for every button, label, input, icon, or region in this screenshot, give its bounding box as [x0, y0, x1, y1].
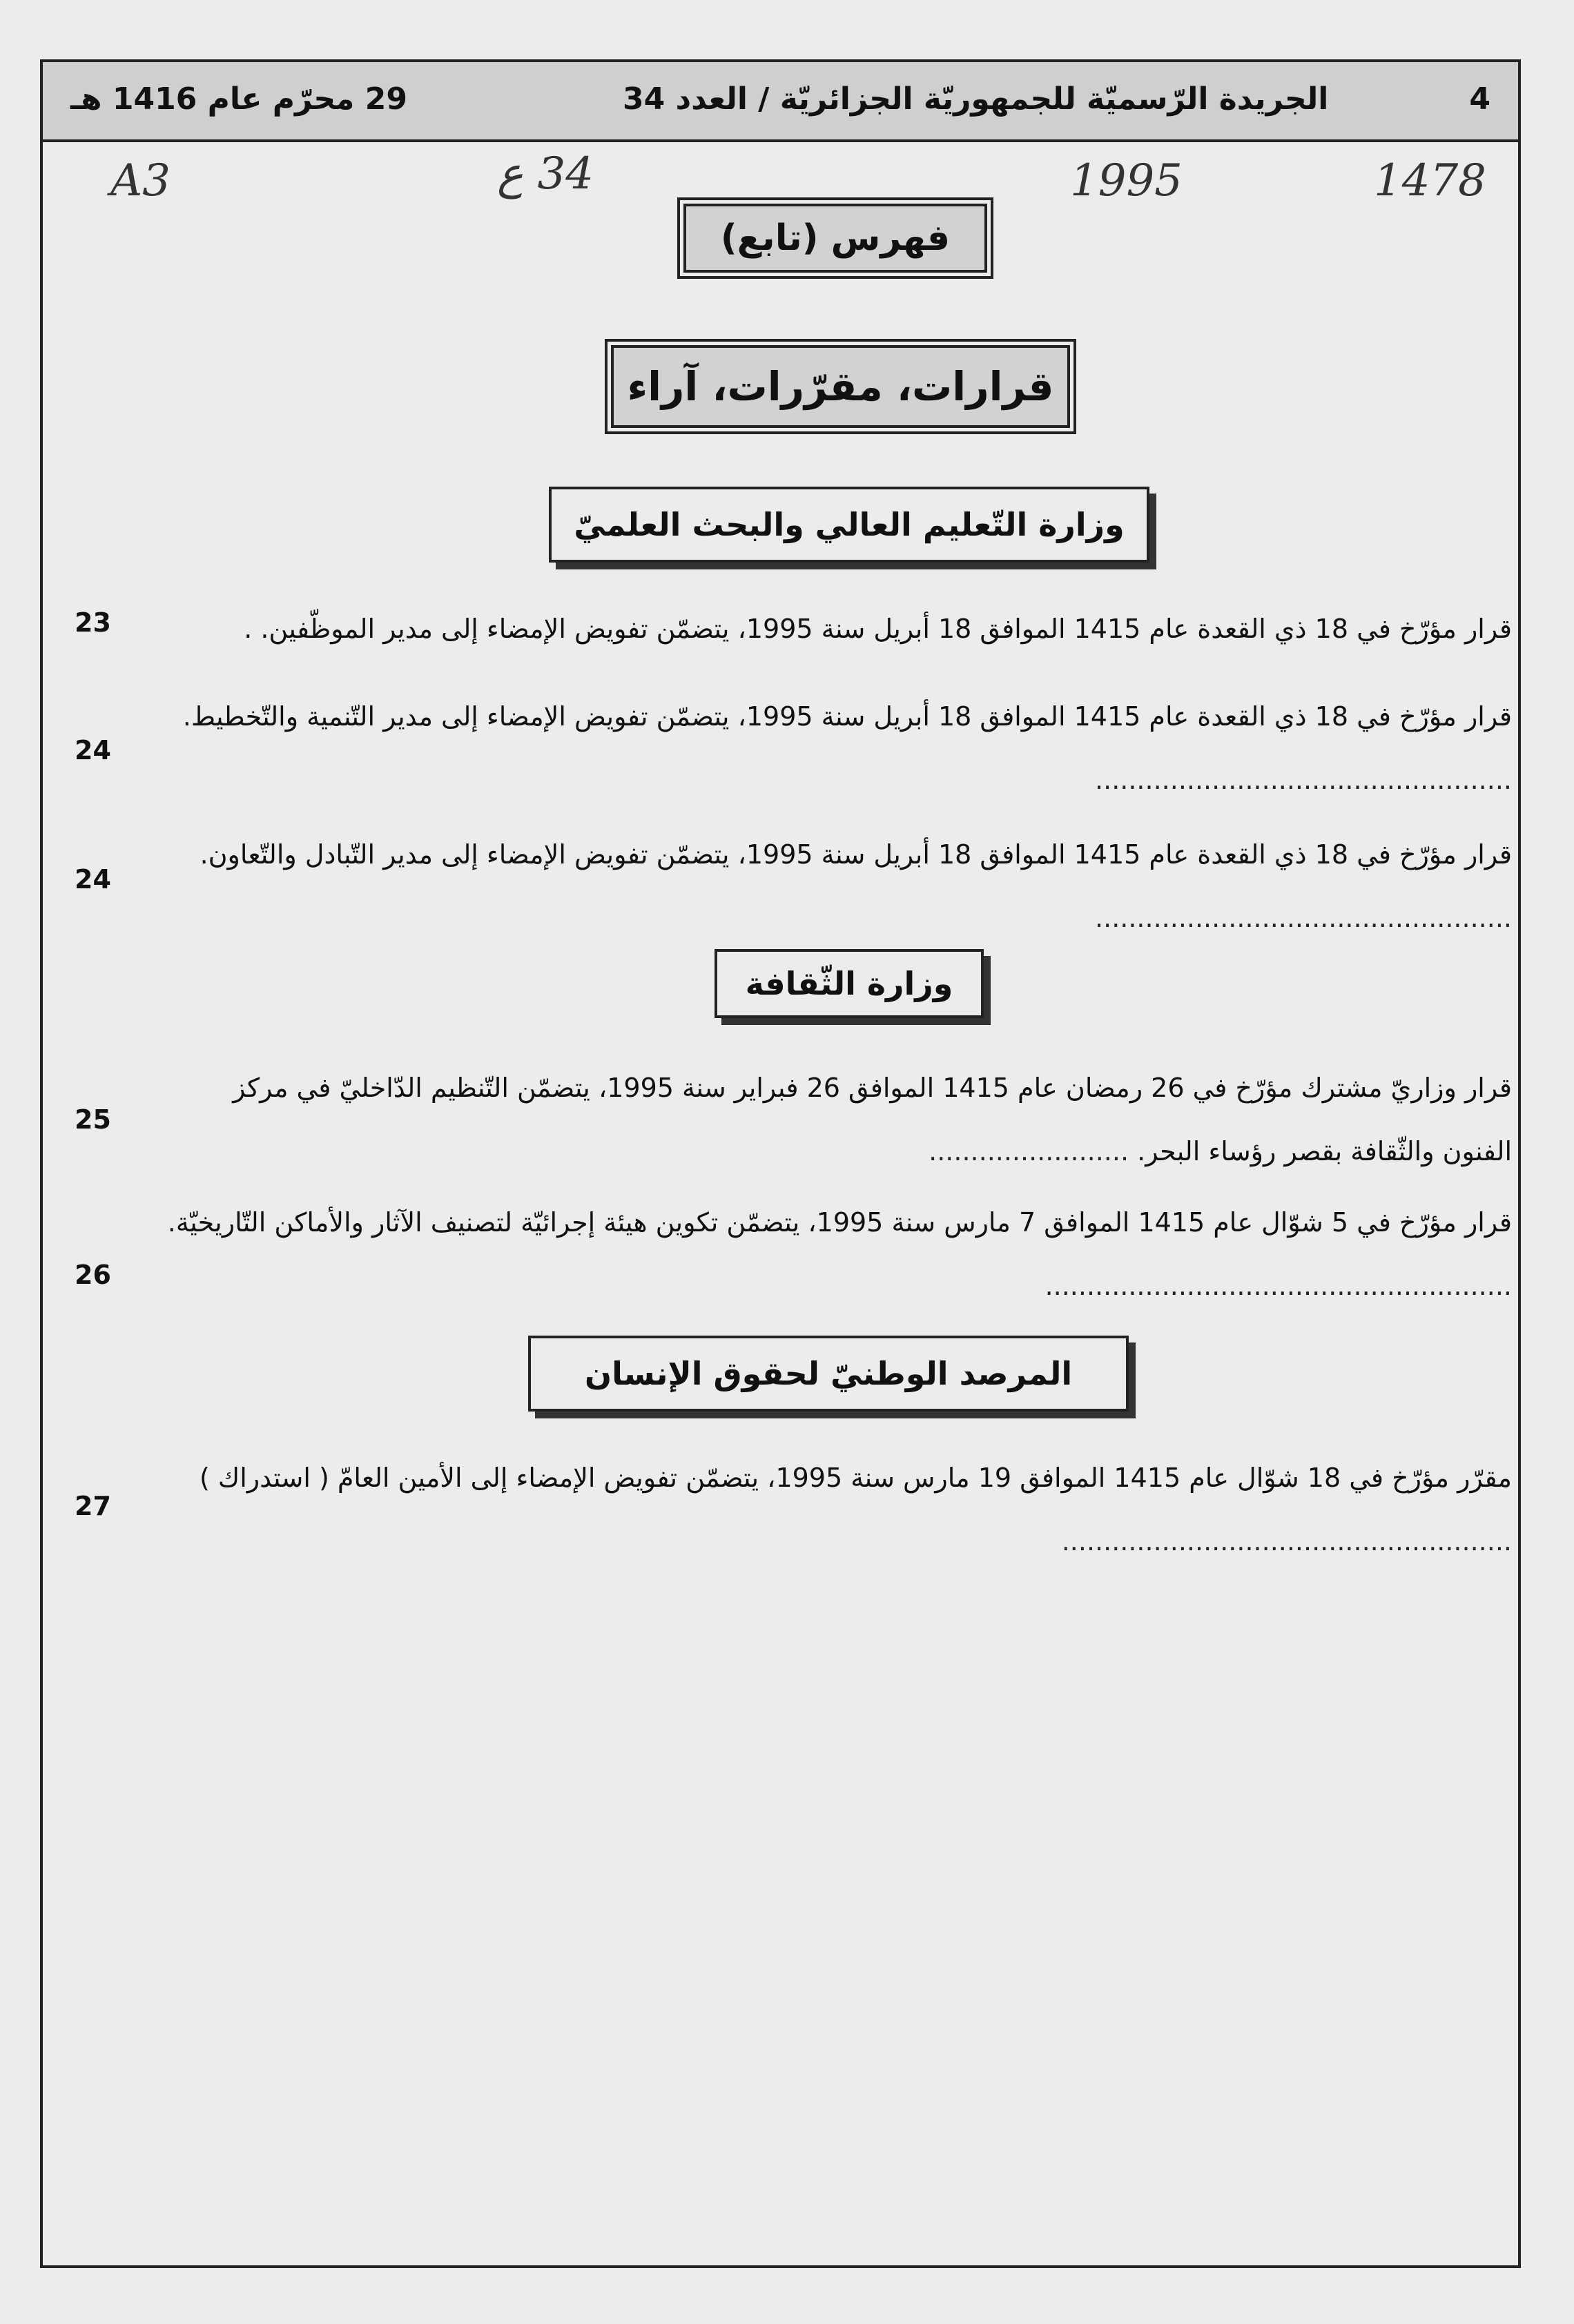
- index-entry: قرار مؤرّخ في 5 شوّال عام 1415 الموافق 7 مارس سنة 1995، يتضمّن تكوين هيئة إجرائيّة لتصنيف الآثار والأماكن التّاريخيّة. ........................................................: [167, 1207, 1512, 1301]
- index-entry: [159, 597, 1512, 661]
- handwritten-note: 1478: [1374, 155, 1486, 206]
- entry-page-number: 27: [75, 1491, 111, 1521]
- section-title: قرارات، مقرّرات، آراء: [611, 345, 1070, 428]
- page-header: [40, 59, 1521, 142]
- entry-page-number: 24: [75, 864, 111, 895]
- entry-text: قرار وزاريّ مشترك مؤرّخ في 26 رمضان عام 1415 الموافق 26 فبراير سنة 1995، يتضمّن التّنظيم الدّاخليّ في مركز الفنون والثّقافة بقصر رؤساء البحر.: [233, 1073, 1512, 1166]
- entry-page-number: 23: [75, 607, 111, 638]
- handwritten-note: A3: [110, 155, 171, 206]
- index-entry: قرار وزاريّ مشترك مؤرّخ في 26 رمضان عام 1415 الموافق 26 فبراير سنة 1995، يتضمّن التّنظيم الدّاخليّ في مركز الفنون والثّقافة بقصر رؤساء البحر. ........................: [233, 1073, 1512, 1166]
- ministry-title: المرصد الوطنيّ لحقوق الإنسان: [528, 1336, 1129, 1412]
- header-page-number: 4: [1469, 81, 1490, 117]
- header-title: الجريدة الرّسميّة للجمهوريّة الجزائريّة / العدد 34: [623, 81, 1329, 117]
- entry-page-number: 25: [75, 1104, 111, 1135]
- entry-page-number: 24: [75, 735, 111, 765]
- handwritten-note: 34 ع: [497, 148, 594, 199]
- handwritten-note: 1995: [1070, 155, 1183, 206]
- ministry-title: وزارة الثّقافة: [715, 949, 984, 1018]
- index-entry: قرار مؤرّخ في 18 ذي القعدة عام 1415 الموافق 18 أبريل سنة 1995، يتضمّن تفويض الإمضاء إلى مدير التّبادل والتّعاون. ..................................................: [200, 839, 1512, 933]
- entry-text: قرار مؤرّخ في 5 شوّال عام 1415 الموافق 7 مارس سنة 1995، يتضمّن تكوين هيئة إجرائيّة لتصنيف الآثار والأماكن التّاريخيّة.: [167, 1207, 1512, 1238]
- entry-text: مقرّر مؤرّخ في 18 شوّال عام 1415 الموافق 19 مارس سنة 1995، يتضمّن تفويض الإمضاء إلى الأمين العامّ ( استدراك ): [199, 1463, 1512, 1493]
- header-date: 29 محرّم عام 1416 هـ: [70, 81, 407, 117]
- entry-text: قرار مؤرّخ في 18 ذي القعدة عام 1415 الموافق 18 أبريل سنة 1995، يتضمّن تفويض الإمضاء إلى مدير التّنمية والتّخطيط.: [182, 701, 1512, 732]
- index-title: فهرس (تابع): [683, 204, 987, 273]
- entry-text: قرار مؤرّخ في 18 ذي القعدة عام 1415 الموافق 18 أبريل سنة 1995، يتضمّن تفويض الإمضاء إلى مدير الموظّفين. .: [244, 614, 1512, 644]
- ministry-title: وزارة التّعليم العالي والبحث العلميّ: [549, 487, 1149, 563]
- entry-page-number: 26: [75, 1260, 111, 1290]
- index-entry: قرار مؤرّخ في 18 ذي القعدة عام 1415 الموافق 18 أبريل سنة 1995، يتضمّن تفويض الإمضاء إلى مدير التّنمية والتّخطيط. ..................................................: [182, 701, 1512, 795]
- index-entry: مقرّر مؤرّخ في 18 شوّال عام 1415 الموافق 19 مارس سنة 1995، يتضمّن تفويض الإمضاء إلى الأمين العامّ ( استدراك ) ......................................................: [199, 1463, 1512, 1556]
- entry-text: قرار مؤرّخ في 18 ذي القعدة عام 1415 الموافق 18 أبريل سنة 1995، يتضمّن تفويض الإمضاء إلى مدير التّبادل والتّعاون.: [200, 839, 1512, 870]
